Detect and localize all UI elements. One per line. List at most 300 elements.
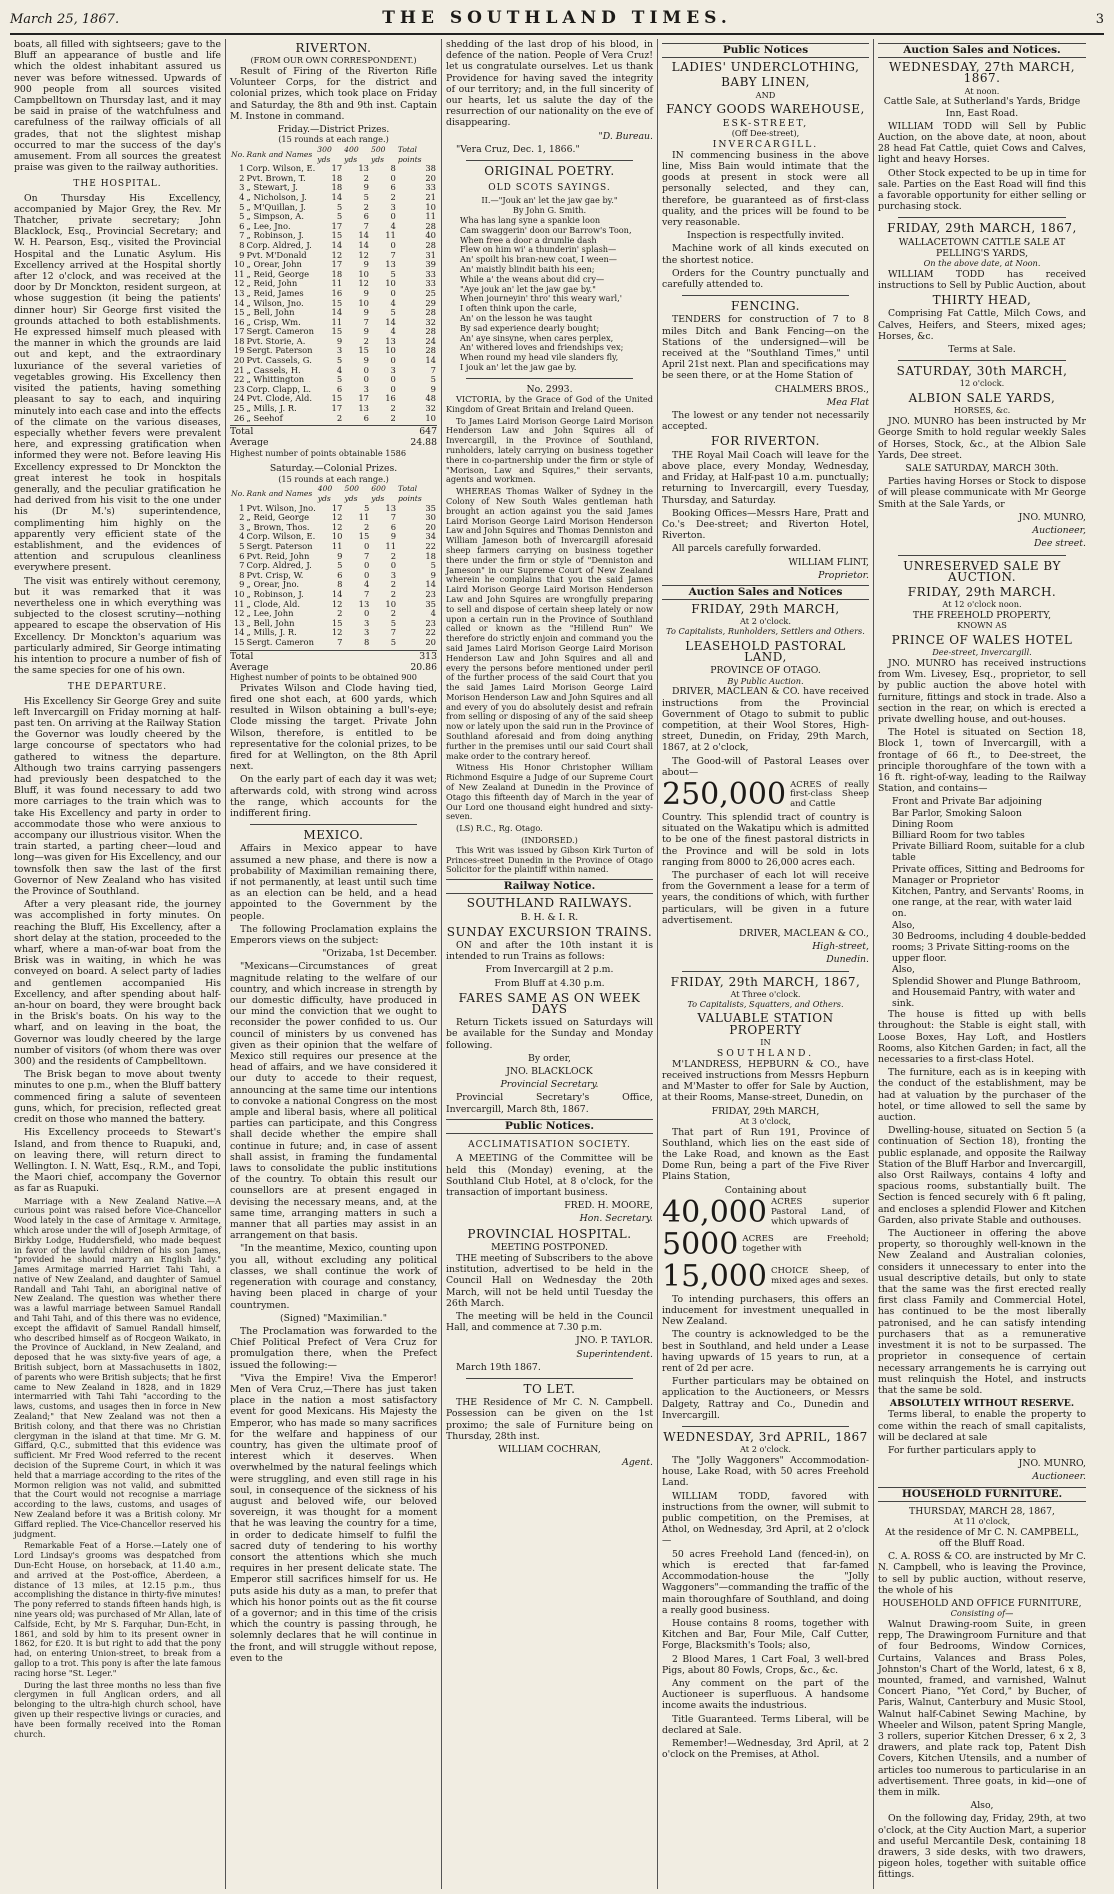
room-item: Private offices, Sitting and Bedrooms for Manager or Proprietor: [892, 863, 1085, 886]
poem-series: OLD SCOTS SAYINGS.: [488, 183, 611, 194]
ad-signatory: DRIVER, MACLEAN & CO.,: [739, 927, 869, 939]
ad-and: AND: [755, 89, 776, 100]
table-cell: 14: [385, 316, 396, 327]
article-paragraph: The Brisk began to move about twenty minutes to one p.m., when the Bluff battery commenced firing a salute of seventeen guns, which, for precision, reflected great credit on those who manned the battery.: [14, 1069, 221, 1126]
ad-heading: LADIES' UNDERCLOTHING,: [671, 60, 860, 75]
table-cell: 8: [363, 636, 370, 647]
ad-text: SALE SATURDAY, MARCH 30th.: [905, 463, 1059, 475]
table-cell: 35: [425, 502, 436, 513]
sale-date: FRIDAY, 29th MARCH, 1867,: [670, 974, 861, 989]
ad-text: Machine work of all kinds executed on the shortest notice.: [662, 243, 869, 266]
table-cell: 7: [239, 230, 245, 241]
table-cell: 9: [363, 182, 370, 193]
average-label: Average: [230, 437, 269, 449]
table-cell: 0: [363, 541, 370, 551]
table-cell: „ Brown, Thos.: [246, 521, 310, 532]
table-cell: 6: [363, 412, 370, 423]
ad-signatory: WILLIAM FLINT,: [788, 556, 869, 568]
table-cell: 2: [337, 608, 343, 619]
public-notices-header: Public Notices: [662, 43, 869, 58]
table-cell: 3: [390, 569, 397, 580]
ad-text: Other Stock expected to be up in time for sale. Parties on the East Road will find this a favorable opportunity for either selling or purchasing stock.: [878, 167, 1086, 213]
ad-heading: FANCY GOODS WAREHOUSE,: [666, 102, 865, 117]
ad-text: The lowest or any tender not necessarily accepted.: [662, 410, 869, 433]
auction-sales-header: Auction Sales and Notices: [662, 585, 869, 600]
table-cell: 33: [425, 268, 436, 279]
total-label: Total: [230, 650, 254, 662]
poem-line: An' withered loves and friendships vex;: [460, 342, 624, 353]
table-cell: 19: [233, 345, 245, 356]
table-cell: „ Lee, Jno.: [246, 220, 291, 231]
article-paragraph: The Proclamation was forwarded to the Chief Political Prefect of Vera Cruz for promulgation there, when the Prefect issued the following:—: [230, 1325, 437, 1371]
known-as: KNOWN AS: [957, 620, 1007, 631]
table-cell: Pvt. Cassels, G.: [246, 355, 312, 366]
table-cell: 3: [363, 627, 370, 638]
table-cell: 15: [358, 345, 370, 356]
article-paragraph: "Mexicans—Circumstances of great magnitude relating to the welfare of our country, and which increase in strength by our domestic difficulty, have produced in our mind the conviction that we ought to reconsider the power confided to us. Our council of ministers by us convened has given as their opinion that the welfare of Mexico still requires our presence at the head of affairs, and we have considered it our duty to accede to their request, announcing at the same time our intentions to convoke a national Congress on the most ample and liberal basis, where all political parties can participate, and this Congress shall decide whether the empire shall continue in future; and, in case of assent shall assist, in framing the fundamental laws to consolidate the public institutions of the country. To obtain this result our counsellors are at present engaged in devising the necessary means, and, at the same time, arranging matters in such a manner that all parties may assist in an arrangement on that basis.: [230, 961, 437, 1242]
ad-text: Country. This splendid tract of country is situated on the Wakatipu which is admitted to be one of the finest pastoral districts in the Province and will be sold in lots ranging from 8000 to 26,000 acres each.: [662, 811, 869, 868]
table-cell: 9: [336, 335, 343, 346]
divider: [898, 217, 1066, 218]
table-cell: 2: [239, 172, 245, 183]
table-cell: 5: [239, 211, 245, 222]
sale-time: On the above date, at Noon.: [923, 258, 1041, 269]
sale-audience: To Capitalists, Squatters, and Others.: [687, 998, 844, 1009]
poem-line: An' aye sinsyne, when cares perplex,: [460, 332, 614, 343]
table-cell: 4: [336, 364, 343, 375]
poem-line: An' spoilt his bran-new coat, I ween—: [460, 254, 617, 265]
table-cell: 2: [363, 335, 370, 346]
table-cell: 20: [233, 355, 245, 366]
indorsed-label: (INDORSED.): [521, 835, 578, 846]
table-header-cell: 400 yds: [344, 145, 359, 164]
average-value: 24.88: [410, 437, 437, 449]
meeting-postponed: MEETING POSTPONED.: [491, 1241, 608, 1253]
sale-lot: THIRTY HEAD,: [932, 293, 1032, 308]
ad-text: Booking Offices—Messrs Hare, Pratt and Co.'s Dee-street; and Riverton Hotel, Riverton.: [662, 507, 869, 542]
table-cell: 4: [239, 191, 245, 202]
writ-paragraph: This Writ was issued by Gibson Kirk Turton of Princes-street Dunedin in the Province of Otago Solicitor for the plaintiff within named.: [446, 844, 653, 875]
ad-text: THE Royal Mail Coach will leave for the above place, every Monday, Wednesday, and Friday, at Half-past 10 a.m. punctually; returning to Invercargill, every Tuesday, Thursday, and Saturday.: [662, 449, 869, 506]
table-cell: 3: [363, 617, 370, 628]
article-paragraph: Affairs in Mexico appear to have assumed a new phase, and there is now a probability of Maximilian remaining there, if not permanently, at least until such time as an election can be held, and a head appointed to the Government by the people.: [230, 843, 437, 922]
sale-category: HORSES, &c.: [953, 405, 1011, 416]
table-cell: 13: [233, 287, 245, 298]
room-item: Bar Parlor, Smoking Saloon: [892, 807, 1022, 819]
table-cell: 0: [363, 569, 370, 580]
table-cell: 17: [331, 502, 343, 513]
table-cell: „ M'Quillan, J.: [246, 201, 306, 212]
table-cell: 33: [425, 182, 436, 193]
ad-text: 50 acres Freehold Land (fenced-in), on which is erected that far-famed Accommodation-house the "Jolly Waggoners"—commanding the traffic of the main thoroughfare of Southland, and doing a really good business.: [662, 1548, 869, 1616]
sale-time: At noon.: [964, 85, 1000, 96]
table-cell: 0: [390, 560, 397, 571]
table-cell: 4: [430, 608, 436, 619]
table-cell: Pvt. M'Donald: [246, 249, 307, 260]
table-cell: 4: [390, 297, 396, 308]
table-cell: „ Bell, John: [246, 307, 295, 318]
table-cell: 3: [390, 201, 396, 212]
room-item: Private Billiard Room, suitable for a club table: [892, 841, 1085, 864]
sale-date: THURSDAY, MARCH 28, 1867,: [909, 1505, 1055, 1517]
table-header-cell: Total points: [398, 484, 422, 504]
sale-location: At the residence of Mr C. N. CAMPBELL, off the Bluff Road.: [885, 1526, 1079, 1549]
railway-text: Return Tickets issued on Saturdays will be available for the Sunday and Monday following.: [446, 1017, 653, 1051]
table-cell: 17: [331, 220, 343, 231]
table-cell: 10: [425, 201, 436, 212]
hotel-name: PRINCE OF WALES HOTEL: [891, 632, 1073, 647]
ad-text: That part of Run 191, Province of Southland, which lies on the east side of the Lake Road, and known as the East Dome Run, being a part of the Five River Plains Station,: [662, 1126, 869, 1183]
ad-text: Dwelling-house, situated on Section 5 (a continuation of Section 18), fronting the public esplanade, and opposite the Railway Station of the Bluff Harbor and Invercargill, also Orst Railways, contains 4 lofty and spacious rooms, substantially built. The Section is fenced securely with 6 ft paling, and encloses a splendid Flower and Kitchen Garden, also private Stable and outhouses.: [878, 1125, 1086, 1226]
table-cell: 0: [390, 383, 396, 394]
article-paragraph: After a very pleasant ride, the journey was accomplished in forty minutes. On reaching the Bluff, His Excellency, after a short delay at the station, proceeded to the wharf, where a man-of-war boat from the Brisk was in waiting, in which he was conveyed on board. A select party of ladies and gentlemen accompanied His Excellency, and after spending about half-an-hour on board, they were brought back in the Brisk's boats. On his way to the wharf, and on leaving in the boat, the Governor was loudly cheered by the large number of visitors (of whom there was over 300) and the residents of Campbelltown.: [14, 899, 221, 1068]
writ-paragraph: WHEREAS Thomas Walker of Sydney in the Colony of New South Wales gentleman hath brought an action against you the said James Laird Morison George Laird Morison Henderson Law and John Squires and Thomas Denniston and William Jameson both of Invercargill aforesaid sheep farmers carrying on business together there under the firm or style of "Denniston and Jameson" in our Supreme Court of New Zealand wherein he complains that you the said James Laird Morison George Laird Morison Henderson Law and John Squires are wrongfully preparing to sell and dispose of certain sheep lately or now upon a certain run in the Province of Southland called or known as the "Hillend Run" We therefore do strictly enjoin and command you the said James Laird Morison George Laird Morison Henderson Law and John Squires and all and every the persons before mentioned under peril of the further process of the said Court that you the said James Laird Morison George Laird Morison Henderson Law and John Squires and all and every of you do absolutely desist and refrain from selling or disposing of any of the said sheep now or lately upon the said run in the Province of Southland aforesaid and from doing anything further in the premises until our said Court shall make order to the contrary hereof.: [446, 486, 653, 761]
table-cell: 14: [331, 307, 343, 318]
article-paragraph: "Viva the Empire! Viva the Emperor! Men of Vera Cruz,—There has just taken place in the nation a most satisfactory event for good Mexicans. His Majesty the Emperor, who has made so many sacrifices for the welfare and happiness of our country, has given the ultimate proof of interest which it deserves. When overwhelmed by the natural feelings which were struggling, and even still rage in his soul, in consequence of the sickness of his august and beloved wife, our beloved sovereign, it was thought for a moment that he was leaving the country for a time, in order to dedicate himself to fulfil the sacred duty of tendering to his worthy consort the attentions which she much requires in her present delicate state. The Emperor still sacrifices himself for us. He puts aside his duty as a man, to prefer that which his honor points out as the fit course of a governor; and in this time of the crisis which the country is passing through, he solemnly declares that he will continue in the front, and will struggle without repose, even to the: [230, 1372, 437, 1664]
table-cell: Corp. Clapp, L.: [246, 383, 311, 394]
table-cell: „ Reid, George: [246, 512, 310, 523]
table-cell: 26: [233, 412, 245, 423]
divider: [466, 378, 633, 379]
sale-location: ALBION SALE YARDS,: [908, 391, 1056, 406]
total-value: 313: [419, 650, 437, 662]
table-cell: 12: [331, 598, 343, 609]
table-cell: 38: [425, 163, 436, 174]
prefect-signature: "D. Bureau.: [598, 130, 653, 142]
district-highest: Highest number of points obtainable 1586: [230, 447, 407, 458]
district-total-row: [230, 425, 437, 437]
table-cell: 3: [336, 345, 343, 356]
table-cell: 13: [385, 502, 397, 513]
table-cell: 7: [363, 588, 370, 599]
poem-line: Wha has lang syne a spankie loon: [460, 215, 601, 226]
table-cell: 25: [425, 287, 436, 298]
table-cell: 24: [425, 335, 436, 346]
sale-location: SOUTHLAND.: [716, 1047, 815, 1059]
sale-date: WEDNESDAY, 3rd APRIL, 1867: [663, 1430, 868, 1445]
table-cell: „ Lee, John: [246, 608, 294, 619]
table-cell: 2: [390, 550, 397, 561]
table-cell: 0: [390, 211, 396, 222]
average-value: 20.86: [410, 661, 437, 673]
table-cell: 5: [337, 560, 343, 571]
table-header-cell: No.: [231, 149, 245, 159]
table-cell: 22: [425, 627, 436, 638]
table-cell: 10: [425, 412, 436, 423]
table-cell: 7: [390, 249, 396, 260]
room-item: Billiard Room for two tables: [892, 829, 1025, 841]
table-cell: 10: [358, 297, 370, 308]
room-item: Also,: [892, 964, 916, 976]
table-cell: 5: [430, 560, 436, 571]
table-cell: 3: [239, 521, 245, 532]
acreage-text: ACRES are Freehold; together with: [742, 1234, 869, 1254]
table-cell: Pvt. Clode, Ald.: [246, 393, 313, 404]
table-cell: 9: [363, 307, 370, 318]
household-furniture-header: HOUSEHOLD FURNITURE.: [878, 1487, 1086, 1502]
divider: [466, 160, 633, 161]
notice-text: The meeting will be held in the Council Hall, and commence at 7.30 p.m.: [446, 1310, 653, 1334]
article-paragraph: His Excellency proceeds to Stewart's Island, and from thence to Ruapuki, and, on leaving there, will return direct to Wellington. I. N. Watt, Esq., R.M., and Topi, the Maori chief, accompany the Governor as far as Ruapuki.: [14, 1127, 221, 1195]
riverton-heading: RIVERTON.: [295, 41, 372, 55]
notice-signatory: FRED. H. MOORE,: [564, 1200, 653, 1212]
notice-signatory-title: Agent.: [622, 1457, 653, 1469]
acreage-figure: 40,000: [662, 1194, 767, 1230]
article-paragraph: "In the meantime, Mexico, counting upon you all, without excluding any political classes, we shall continue the work of regeneration with courage and constancy, having been placed in charge of your countrymen.: [230, 1243, 437, 1311]
table-cell: 18: [425, 550, 436, 561]
poem-line: When free a door a drumlie dash: [460, 234, 597, 245]
acreage-figure: 5000: [662, 1226, 739, 1262]
table-cell: 10: [385, 278, 396, 289]
table-cell: „ Reid, James: [246, 287, 304, 298]
sale-date: FRIDAY, 29th MARCH, 1867,: [887, 221, 1077, 236]
ad-text: Any comment on the part of the Auctioneer is superfluous. A handsome income awaits the industrious.: [662, 1677, 869, 1712]
sale-date: WEDNESDAY, 27th MARCH, 1867.: [888, 60, 1076, 86]
table-cell: 6: [336, 383, 343, 394]
table-cell: 0: [363, 374, 370, 385]
poem-author: By John G. Smith.: [512, 205, 587, 216]
riverton-intro: Result of Firing of the Riverton Rifle Volunteer Corps, for the district and colonial prizes, which took place on Friday and Saturday, the 8th and 9th inst. Captain M. Instone in command.: [230, 66, 437, 122]
room-list: [878, 796, 1086, 1009]
table-cell: 12: [331, 512, 343, 523]
room-item: 30 Bedrooms, including 4 double-bedded rooms; 3 Private Sitting-rooms on the upper floor.: [892, 930, 1086, 965]
notice-text: THE meeting of Subscribers to the above institution, advertised to be held in the Council Hall on Wednesday the 20th March, will not be held until Tuesday the 26th March.: [446, 1252, 653, 1309]
auction-sales-header: Auction Sales and Notices.: [878, 43, 1086, 58]
table-cell: „ Cassels, H.: [246, 364, 301, 375]
table-cell: 8: [239, 569, 245, 580]
consisting-of: Consisting of—: [950, 1608, 1014, 1619]
table-cell: 16: [331, 287, 343, 298]
table-cell: 2: [390, 412, 396, 423]
also-label: Also,: [970, 1800, 994, 1812]
table-cell: 0: [390, 172, 396, 183]
table-cell: 2: [239, 512, 245, 523]
table-cell: „ Wilson, Jno.: [246, 297, 304, 308]
table-cell: 13: [358, 403, 370, 414]
table-cell: 9: [239, 579, 245, 590]
colonial-total-row: [230, 650, 437, 662]
colonial-prizes-heading: Saturday.—Colonial Prizes.: [269, 463, 398, 475]
correspondent-note: (FROM OUR OWN CORRESPONDENT.): [250, 55, 417, 66]
poem-line: When journeyin' thro' this weary warl,': [460, 293, 622, 304]
ad-text: Parties having Horses or Stock to dispose of will please communicate with Mr George Smith at the Sale Yards, or: [878, 476, 1086, 510]
railway-time: From Invercargill at 2 p.m.: [485, 964, 614, 976]
table-cell: 14: [233, 627, 245, 638]
divider: [466, 1378, 633, 1379]
ad-text: The "Jolly Waggoners" Accommodation-house, Lake Road, with 50 acres Freehold Land.: [662, 1455, 869, 1489]
table-cell: 12: [331, 249, 343, 260]
room-item: Kitchen, Pantry, and Servants' Rooms, in one range, at the rear, with water laid on.: [892, 885, 1084, 920]
table-cell: 13: [385, 335, 396, 346]
table-cell: 14: [358, 230, 370, 241]
sale-date: FRIDAY, 29th MARCH,: [711, 1105, 820, 1117]
poem-line: Cam swaggerin' doon our Barrow's Toon,: [460, 224, 632, 235]
table-cell: 17: [233, 326, 245, 337]
table-cell: 5: [363, 191, 370, 202]
ad-text: Title Guaranteed. Terms Liberal, will be declared at Sale.: [662, 1713, 869, 1736]
masthead: [10, 8, 1104, 35]
ad-text: The furniture, each as is in keeping with the conduct of the establishment, may be had at valuation by the purchaser of the hotel, or time allowed to sell the same by auction.: [878, 1067, 1086, 1124]
table-cell: „ Reid, George: [246, 268, 310, 279]
poetry-heading: ORIGINAL POETRY.: [484, 164, 615, 179]
sale-title: HOUSEHOLD AND OFFICE FURNITURE,: [882, 1597, 1082, 1609]
ad-text: 2 Blood Mares, 1 Cart Foal, 3 well-bred Pigs, about 80 Fowls, Crops, &c., &c.: [662, 1653, 869, 1676]
table-cell: 0: [363, 560, 370, 571]
mexico-heading: MEXICO.: [303, 828, 364, 843]
ad-text: The Hotel is situated on Section 18, Block 1, town of Invercargill, with a frontage of 66 ft., to Dee-street, the principle thoroughfare of the town with a 16 ft. right-of-way, leading to the Railway Station, and contains—: [878, 727, 1086, 795]
ad-text: IN commencing business in the above line, Miss Bain would intimate that the goods at present in stock were all personally selected, and they can, therefore, be guaranteed as of first-class quality, and the prices will be found to be very reasonable.: [662, 149, 869, 229]
ad-text: House contains 8 rooms, together with Kitchen and Bar, Four Mile, Calf Cutter, Forge, Blacksmith's Tools; also,: [662, 1617, 869, 1652]
sale-time: At 3 o'clock,: [740, 1115, 791, 1126]
table-cell: 8: [390, 163, 396, 174]
table-cell: Pvt. Brown, T.: [246, 172, 306, 183]
article-paragraph: On the early part of each day it was wet; afterwards cold, with strong wind across the range, which accounts for the indifferent firing.: [230, 774, 437, 819]
sale-in: IN: [760, 1036, 771, 1047]
sale-date: SATURDAY, 30th MARCH,: [896, 364, 1068, 379]
notice-signatory-title: Hon. Secretary.: [579, 1213, 653, 1225]
table-cell: 4: [390, 326, 396, 337]
property-heading: THE FREEHOLD PROPERTY,: [912, 609, 1052, 621]
acreage-text: ACRES superior Pastoral Land, of which upwards of: [770, 1197, 869, 1227]
ad-text: The Auctioneer in offering the above property, so thoroughly well-known in the New Zealand and Australian colonies, considers it unnecessary to enter into the usual descriptive details, but only to state that the same was the first erected really first class Family and Commercial Hotel, has continued to be the most liberally patronised, and he can satisfy intending purchasers that as a remunerative investment it is not to be surpassed. The proprietor in consequence of certain necessary arrangements he is carrying out must relinquish the Hotel, and instructs that the same be sold.: [878, 1228, 1086, 1396]
table-cell: 5: [336, 374, 343, 385]
table-cell: 39: [425, 259, 436, 270]
table-cell: Pvt. Reid, John: [246, 550, 310, 561]
ad-text: To intending purchasers, this offers an inducement for investment unequalled in New Zealand.: [662, 1293, 869, 1328]
table-cell: 2: [390, 579, 397, 590]
table-cell: 17: [331, 403, 343, 414]
table-cell: 4: [363, 579, 370, 590]
ad-text: The house is fitted up with bells throughout: the Stable is eight stall, with Loose Boxes, Hay Loft, and Hostlers Rooms, also Kitchen Garden; in fact, all the necessaries to a first-class Hotel.: [878, 1009, 1086, 1066]
sale-location: PELLING'S YARDS,: [935, 247, 1029, 259]
table-cell: 3: [239, 182, 245, 193]
table-cell: 0: [390, 287, 396, 298]
table-cell: 5: [390, 636, 397, 647]
table-cell: 9: [337, 550, 343, 561]
table-cell: 4: [239, 531, 245, 542]
table-cell: „ Stewart, J.: [246, 182, 298, 193]
table-cell: 23: [425, 617, 436, 628]
notice-text: A MEETING of the Committee will be held this (Monday) evening, at the Southland Club Hotel, at 8 o'clock, for the transaction of important business.: [446, 1153, 653, 1198]
table-cell: 11: [385, 541, 397, 551]
ad-signatory-title: Proprietor.: [818, 569, 869, 581]
acreage-block: [662, 1226, 869, 1262]
table-header-cell: 500 yds: [371, 145, 386, 164]
sale-time: At 2 o'clock.: [740, 1444, 791, 1455]
table-header-cell: 400 yds: [317, 484, 333, 504]
colonial-prizes-table: [230, 484, 437, 647]
table-cell: Pvt. Storie, A.: [246, 335, 306, 346]
table-cell: 10: [385, 345, 396, 356]
poem-line: An' on the lesson he was taught: [460, 313, 593, 323]
ad-text: All parcels carefully forwarded.: [672, 543, 822, 555]
table-cell: 2: [363, 521, 370, 532]
table-cell: 15: [331, 297, 343, 308]
notice-signatory: JNO. P. TAYLOR.: [575, 1335, 653, 1347]
table-cell: 3: [390, 364, 396, 375]
table-cell: 14: [425, 579, 436, 590]
no-reserve: ABSOLUTELY WITHOUT RESERVE.: [889, 1398, 1075, 1410]
table-cell: 4: [390, 220, 396, 231]
table-cell: 21: [425, 191, 436, 202]
table-cell: 6: [363, 211, 370, 222]
table-cell: 32: [425, 316, 436, 327]
sale-title: VALUABLE STATION PROPERTY: [697, 1011, 834, 1037]
ad-text: Terms liberal, to enable the property to come within the reach of small capitalists, will be declared at sale: [878, 1409, 1086, 1443]
excursion-trains: SUNDAY EXCURSION TRAINS.: [446, 924, 653, 939]
to-let-heading: TO LET.: [523, 1381, 576, 1396]
public-notices-header: Public Notices.: [446, 1119, 653, 1134]
table-cell: 28: [425, 326, 436, 337]
table-cell: 13: [358, 163, 370, 174]
table-cell: 12: [233, 278, 245, 289]
table-cell: 6: [239, 220, 245, 231]
table-cell: 11: [233, 598, 245, 609]
table-cell: 28: [425, 239, 436, 250]
table-header-cell: Rank and Names: [246, 489, 313, 499]
table-cell: 5: [390, 307, 396, 318]
ad-text: WILLIAM TODD, favored with instructions from the owner, will submit to public competition, on the Premises, at Athol, on Wednesday, 3rd April, at 2 o'clock—: [662, 1490, 869, 1547]
table-cell: 12: [331, 627, 343, 638]
ad-text: Remember!—Wednesday, 3rd April, at 2 o'clock on the Premises, at Athol.: [662, 1737, 869, 1761]
table-cell: 1: [239, 163, 245, 174]
table-cell: 11: [385, 230, 396, 241]
railway-signatory-title: Provincial Secretary.: [500, 1079, 599, 1091]
sale-time: 12 o'clock.: [959, 378, 1005, 389]
poem-line: I jouk an' let the jaw gae by.: [460, 361, 577, 372]
article-paragraph: The visit was entirely without ceremony, but it was remarked that it was nevertheless one in which everything was subjected to the closest scrutiny—nothing appeared to escape the observation of His Excellency. Dr Monckton's aquarium was particularly admired, Sir George intimating his intention to procure a number of fish of the same species for one of his own.: [14, 575, 221, 677]
table-cell: 14: [331, 239, 343, 250]
table-cell: 17: [331, 259, 343, 270]
table-header-cell: 300 yds: [317, 145, 332, 164]
ad-text: Walnut Drawing-room Suite, in green repp, The Drawingroom Furniture and that of four Bedrooms, Window Cornices, Curtains, Valances and Brass Poles, Johnston's Chart of the World, latest, 6 x 8, mounted, framed, and varnished, Walnut Concert Piano, "Yet Cord," by Bucher, of Paris, Walnut, Canterbury and Music Stool, Walnut half-Cabinet Sewing Machine, by Wheeler and Wilson, patent Spring Mangle, 3 rollers, superior Kitchen Dresser, 6 x 2, 3 drawers, and plate rack top, Patent Dish Covers, Kitchen Utensils, and a number of articles too numerous to particularise in an advertisement. Three goats, in kid—one of them in milk.: [878, 1618, 1086, 1798]
table-cell: 20: [425, 636, 436, 647]
district-prizes-heading: Friday.—District Prizes.: [277, 124, 390, 136]
table-cell: 7: [363, 220, 370, 231]
sale-time: At 11 o'clock,: [953, 1515, 1011, 1526]
sale-time: At Three o'clock.: [730, 988, 801, 999]
table-cell: 25: [233, 403, 245, 414]
ad-text: C. A. ROSS & CO. are instructed by Mr C. N. Campbell, who is leaving the Province, to sell by public auction, without reserve, the whole of his: [878, 1551, 1086, 1596]
table-cell: 0: [390, 374, 396, 385]
table-cell: 17: [331, 163, 343, 174]
table-cell: 24: [233, 393, 245, 404]
table-cell: 8: [239, 239, 245, 250]
sale-title: LEASEHOLD PASTORAL LAND,: [685, 638, 846, 665]
table-cell: 23: [425, 588, 436, 599]
table-cell: 2: [390, 608, 397, 619]
hospital-notice-heading: PROVINCIAL HOSPITAL.: [467, 1226, 632, 1241]
sheep-figure: 15,000: [662, 1258, 767, 1294]
table-cell: 9: [390, 531, 397, 542]
table-cell: 0: [363, 364, 370, 375]
table-cell: 5: [363, 502, 370, 513]
table-cell: „ Crisp, Wm.: [246, 316, 301, 327]
table-cell: 5: [390, 268, 396, 279]
ad-text: Inspection is respectfully invited.: [686, 230, 845, 242]
divider: [250, 824, 417, 825]
table-cell: Pvt. Wilson, Jno.: [246, 502, 316, 513]
fares-heading: FARES SAME AS ON WEEK DAYS: [458, 990, 641, 1017]
table-cell: „ Mills, J. R.: [246, 403, 297, 414]
news-item-marriage: Marriage with a New Zealand Native.—A curious point was raised before Vice-Chancellor Wood lately in the case of Armitage v. Armitage, which arose under the will of Joseph Armitage, of Birkby Lodge, Huddersfield, who made bequest in favor of the lawful children of his son James, "provided he should marry an English lady." James Armitage married Harriet Tahi Tahi, a native of New Zealand, and daughter of Samuel Randall and Tahi Tahi, an aboriginal native of New Zealand. The question was whether there was a lawful marriage between Samuel Randall and Tahi Tahi, and of this there was no evidence, except the affidavit of Samuel Randall himself, who described himself as of Rocgeon Waikato, in the Province of Auckland, in New Zealand, and deposed that he was sixty-five years of age, a British subject, born at Massachusetts in 1802, of parents who were British subjects; that he first came to New Zealand in 1828, and in 1829 intermarried with Tahi Tahi "according to the laws, customs, and usages then in force in New Zealand;" that New Zealand was not then a British colony, and that there was no Christian clergyman in the island at that time. Mr G. M. Giffard, Q.C., submitted that this evidence was sufficient. Mr Fred Wood referred to the recent decision of the Supreme Court, in which it was held that a marriage according to the rites of the Mormon religion was not valid, and submitted that the Court would not recognise a marriage according to the laws, customs, and usages of New Zealand before it was a British colony. Mr Giffard replied. The Vice-Chancellor reserved his judgment.: [14, 1195, 221, 1539]
poem-body: [446, 216, 653, 373]
table-cell: 5: [430, 374, 436, 385]
ad-text: The country is acknowledged to be the best in Southland, and held under a Lease having upwards of 15 years to run, at a rent of 2d per acre.: [662, 1329, 869, 1375]
table-cell: 9: [430, 569, 436, 580]
notice-signatory: WILLIAM COCHRAN,: [498, 1443, 601, 1455]
ad-text: TENDERS for construction of 7 to 8 miles Ditch and Bank Fencing—on the Stations of the undersigned—will be received at the "Southland Times," until April 21st next. Plan and specifications may be seen there, or at the Home Station of: [662, 314, 869, 382]
